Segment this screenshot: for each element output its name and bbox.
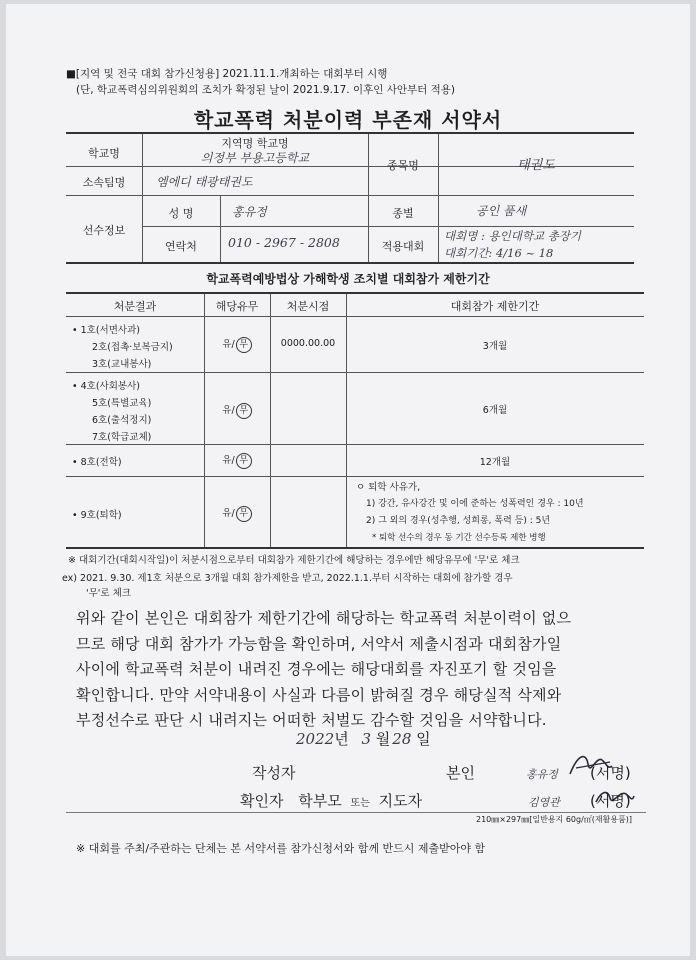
restriction-period: 6개월 (482, 405, 508, 416)
team-label: 소속팀명 (82, 176, 126, 189)
header-period: 대회참가 제한기간 (450, 300, 540, 313)
circled-choice: 무 (236, 453, 252, 469)
self-label: 본인 (446, 764, 475, 782)
self-signed-name: 홍유정 (526, 768, 558, 781)
year-suffix: 년 (334, 730, 349, 748)
self-sign-mark: (서명) (590, 764, 631, 782)
applicable-choice (204, 402, 270, 419)
header-applicable: 해당유무 (215, 300, 259, 313)
row-item: • 4호(사회봉사) (72, 381, 140, 392)
month-suffix: 월 (375, 730, 391, 748)
confirmer-row (240, 790, 422, 811)
applicable-choice (204, 452, 270, 469)
tournament-label: 적용대회 (381, 240, 425, 253)
check-note: ※ 대회기간(대회시작일)이 처분시점으로부터 대회참가 제한기간에 해당하는 경우에만 해당유무에 '무'로 체크 (68, 555, 520, 566)
expulsion-rule-1: 1) 강간, 유사강간 및 이에 준하는 성폭력인 경우 : 10년 (366, 499, 584, 509)
row-item: 7호(학급교체) (92, 432, 152, 443)
expulsion-reason: ㅇ 퇴학 사유가, (356, 482, 421, 493)
row-item: 3호(교내봉사) (92, 359, 152, 370)
contact-label: 연락처 (165, 240, 197, 253)
restriction-period: 12개월 (479, 457, 511, 468)
expulsion-note: * 퇴학 선수의 경우 동 기간 선수등록 제한 병행 (372, 533, 546, 543)
circled-choice: 무 (236, 403, 252, 419)
option-text: 유/ (222, 508, 235, 519)
option-text: 유/ (222, 339, 235, 350)
category-label: 종별 (392, 207, 414, 220)
pledge-line: 확인합니다. 만약 서약내용이 사실과 다름이 밝혀질 경우 해당실적 삭제와 (76, 685, 562, 704)
header-result: 처분결과 (113, 300, 157, 313)
name-value: 홍유정 (232, 205, 267, 219)
paper-spec: 210㎜×297㎜[일반용지 60g/㎡(재활용품)] (476, 815, 633, 824)
pledge-line: 사이에 학교폭력 처분이 내려진 경우에는 해당대회를 자진포기 할 것임을 (76, 660, 557, 678)
school-label: 학교명 (88, 147, 120, 160)
team-value: 엠에디 태광태권도 (156, 175, 253, 189)
header-scope-subnote: (단, 학교폭력심의위원회의 조치가 확정된 날이 2021.9.17. 이후인 사안부터 적용) (76, 84, 456, 96)
tournament-period: 대회기간: 4/16 ~ 18 (444, 246, 554, 260)
applicable-choice (204, 336, 270, 353)
school-sublabel: 지역명 학교명 (221, 137, 289, 150)
header-scope-note: ■[지역 및 전국 대회 참가신청용] 2021.11.1.개최하는 대회부터 시행 (66, 68, 388, 80)
pledge-line: 부정선수로 판단 시 내려지는 어떠한 처벌도 감수할 것임을 서약합니다. (76, 711, 547, 729)
coach-signed-name: 김영관 (528, 796, 560, 809)
date-year: 2022 (296, 730, 335, 748)
pledge-paragraph (76, 606, 656, 734)
header-date: 처분시점 (286, 300, 330, 313)
tournament-name: 대회명 : 용인대학교 총장기 (444, 229, 582, 243)
circled-choice: 무 (236, 506, 252, 522)
option-text: 유/ (222, 405, 235, 416)
option-text: 유/ (222, 455, 235, 466)
category-value: 공인 품새 (476, 204, 527, 218)
pledge-line: 므로 해당 대회 참가가 가능함을 확인하며, 서약서 제출시점과 대회참가일 (76, 634, 562, 653)
author-label: 작성자 (252, 764, 296, 782)
coach-label: 지도자 (378, 792, 423, 810)
event-label: 종목명 (387, 159, 419, 172)
date-day: 28 (392, 730, 412, 748)
parent-label: 학부모 (298, 792, 342, 810)
disposition-date: 0000.00.00 (280, 338, 336, 349)
signing-date (296, 728, 431, 749)
restriction-period: 3개월 (482, 341, 508, 352)
event-value: 태권도 (517, 158, 555, 173)
example-note: ex) 2021. 9.30. 제1호 처분으로 3개월 대회 참가제한을 받고, 2022.1.1.부터 시작하는 대회에 참가할 경우 (62, 573, 513, 584)
pledge-document (6, 4, 690, 956)
row-item: 2호(접촉·보복금지) (92, 342, 173, 353)
row-item: • 8호(전학) (72, 457, 122, 468)
row-item: • 9호(퇴학) (72, 510, 122, 521)
pledge-line: 위와 같이 본인은 대회참가 제한기간에 해당하는 학교폭력 처분이력이 없으 (76, 609, 572, 627)
circled-choice: 무 (236, 337, 252, 353)
row-item: 5호(특별교육) (92, 398, 152, 409)
name-label: 성 명 (168, 207, 194, 220)
coach-sign-mark: (서명) (590, 792, 631, 810)
day-suffix: 일 (416, 730, 431, 748)
example-note-cont: '무'로 체크 (86, 588, 131, 599)
footer-note: ※ 대회를 주최/주관하는 단체는 본 서약서를 참가신청서와 함께 반드시 제출받아야 함 (76, 842, 486, 855)
date-month: 3 (361, 730, 372, 748)
school-value: 의정부 부용고등학교 (200, 151, 310, 165)
document-title: 학교폭력 처분이력 부존재 서약서 (193, 108, 503, 132)
applicable-choice (204, 505, 270, 522)
contact-value: 010 - 2967 - 2808 (228, 235, 340, 250)
row-item: • 1호(서면사과) (72, 325, 140, 336)
or-label: 또는 (350, 798, 370, 809)
restriction-title: 학교폭력예방법상 가해학생 조치별 대회참가 제한기간 (206, 272, 490, 286)
expulsion-rule-2: 2) 그 외의 경우(성추행, 성희롱, 폭력 등) : 5년 (366, 516, 551, 526)
row-item: 6호(출석정지) (92, 415, 152, 426)
confirmer-label: 확인자 (240, 792, 284, 810)
player-info-label: 선수정보 (82, 224, 126, 237)
